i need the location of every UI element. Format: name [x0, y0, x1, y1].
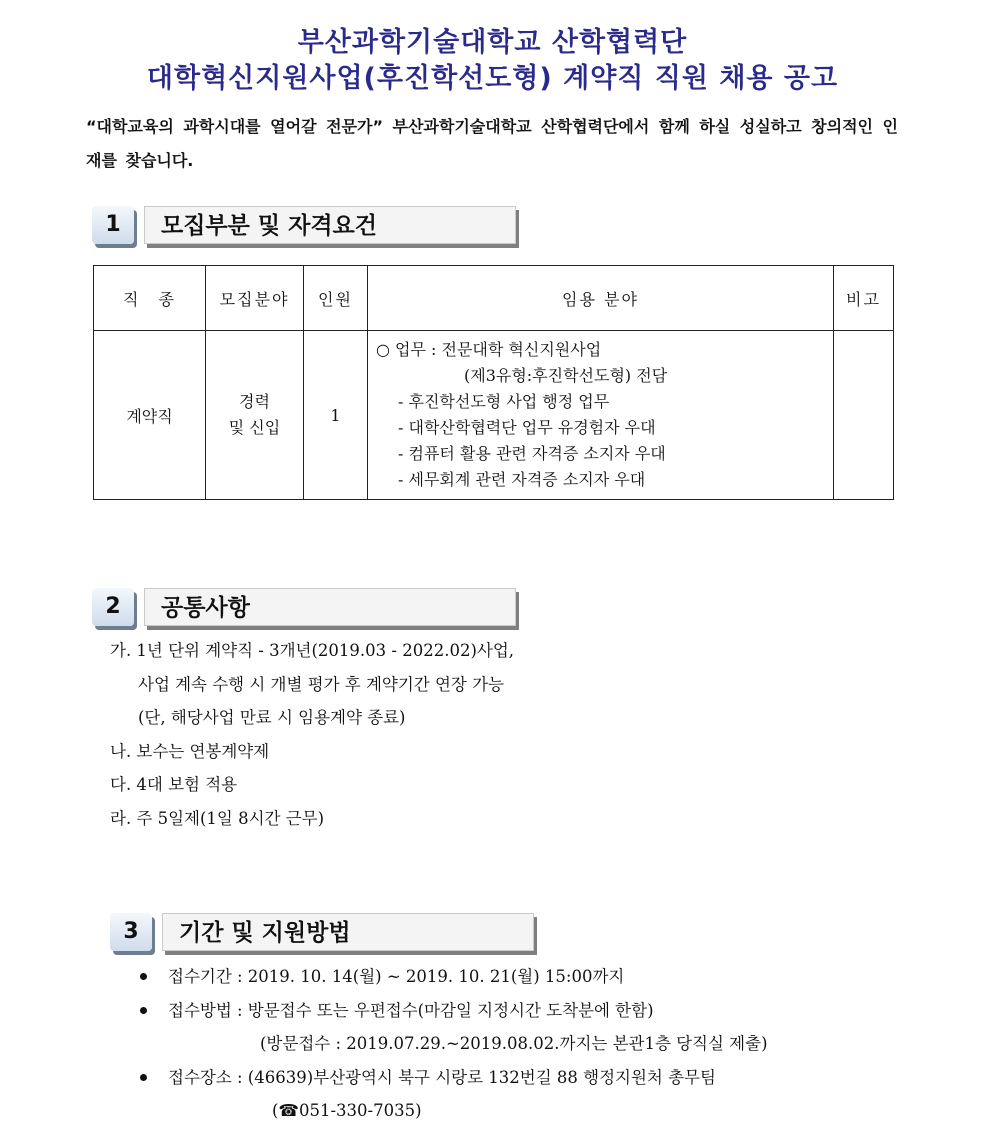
list-item [140, 960, 768, 994]
section-2-number: 2 [92, 588, 134, 626]
list-item-text: 접수기간 : 2019. 10. 14(월) ~ 2019. 10. 21(월) 15:00까지 [168, 967, 625, 986]
list-item: 가. 1년 단위 계약직 - 3개년(2019.03 - 2022.02)사업, [110, 641, 515, 660]
list-item [140, 1061, 768, 1095]
list-item: (☎051-330-7035) [272, 1101, 422, 1120]
list-item: 사업 계속 수행 시 개별 평가 후 계약기간 연장 가능 [138, 674, 504, 694]
duty-line: ○ 업무 : 전문대학 혁신지원사업 [376, 340, 602, 359]
list-item [140, 994, 768, 1028]
duty-line: - 세무회계 관련 자격증 소지자 우대 [398, 470, 646, 489]
list-item-text: 접수장소 : (46639)부산광역시 북구 시랑로 132번길 88 행정지원처 총무팀 [168, 1067, 716, 1087]
field-line-1: 경력 [239, 392, 270, 411]
header-count: 인원 [304, 266, 368, 331]
header-note: 비고 [834, 266, 894, 331]
duty-line: - 대학산학협력단 업무 유경험자 우대 [398, 418, 656, 437]
section-2-header [92, 588, 522, 632]
title-line-2: 대학혁신지원사업(후진학선도형) 계약직 직원 채용 공고 [146, 63, 839, 94]
cell-duty [368, 331, 834, 500]
bullet-icon [140, 1007, 147, 1014]
duty-line: - 후진학선도형 사업 행정 업무 [398, 392, 610, 411]
cell-count: 1 [304, 331, 368, 500]
section-3-header [110, 913, 540, 957]
header-job-type: 직 종 [94, 266, 206, 331]
duty-line: - 컴퓨터 활용 관련 자격증 소지자 우대 [398, 444, 666, 463]
field-line-2: 및 신입 [228, 418, 281, 437]
section-1-header [92, 206, 522, 250]
section-2-title: 공통사항 [144, 588, 516, 626]
list-item: (방문접수 : 2019.07.29.~2019.08.02.까지는 본관1층 당직실 제출) [260, 1034, 768, 1053]
duty-line: (제3유형:후진학선도형) 전담 [464, 366, 668, 385]
list-item: 다. 4대 보험 적용 [110, 775, 238, 794]
list-item: 라. 주 5일제(1일 8시간 근무) [110, 808, 325, 828]
cell-job-type: 계약직 [94, 331, 206, 500]
intro-text: “대학교육의 과학시대를 열어갈 전문가” 부산과학기술대학교 산학협력단에서 함께 하실 성실하고 창의적인 인재를 찾습니다. [86, 117, 898, 170]
common-items-list [110, 634, 514, 835]
application-items-list [140, 960, 768, 1128]
header-duty: 임용 분야 [368, 266, 834, 331]
cell-note [834, 331, 894, 500]
table-row [94, 331, 894, 500]
bullet-icon [140, 973, 147, 980]
section-3-title: 기간 및 지원방법 [162, 913, 534, 951]
section-1-number: 1 [92, 206, 134, 244]
header-field: 모집분야 [206, 266, 304, 331]
title-line-1: 부산과학기술대학교 산학협력단 [297, 27, 688, 58]
cell-field [206, 331, 304, 500]
list-item-text: 접수방법 : 방문접수 또는 우편접수(마감일 지정시간 도착분에 한함) [168, 1000, 654, 1020]
section-3-number: 3 [110, 913, 152, 951]
table-header-row [94, 266, 894, 331]
list-item: 나. 보수는 연봉계약제 [110, 741, 270, 761]
bullet-icon [140, 1074, 147, 1081]
section-1-title: 모집부분 및 자격요건 [144, 206, 516, 244]
list-item: (단, 해당사업 만료 시 임용계약 종료) [138, 708, 406, 727]
recruitment-table [93, 265, 894, 500]
